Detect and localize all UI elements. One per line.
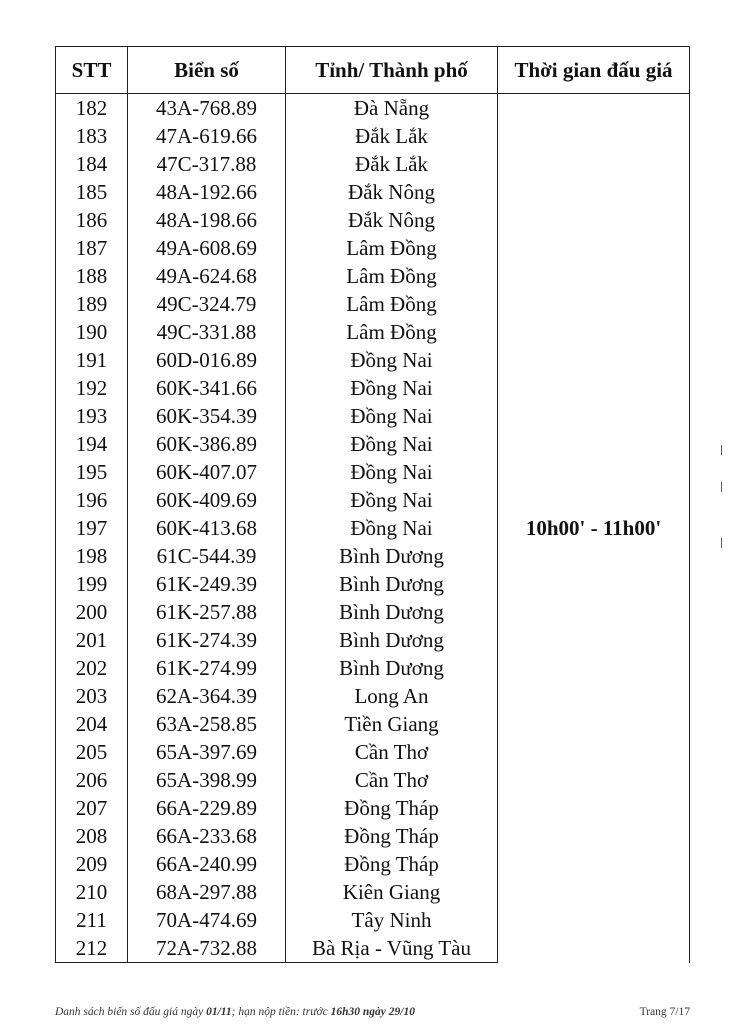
row-plate: 62A-364.39 [128,682,286,710]
row-stt: 199 [56,570,128,598]
page-footer [55,1006,690,1018]
row-stt: 194 [56,430,128,458]
header-stt: STT [56,47,128,94]
row-province: Đồng Nai [286,374,498,402]
footer-note-middle: ; hạn nộp tiền: trước [231,1006,331,1018]
row-province: Lâm Đồng [286,318,498,346]
row-stt: 211 [56,906,128,934]
row-plate: 63A-258.85 [128,710,286,738]
row-stt: 204 [56,710,128,738]
row-plate: 49C-331.88 [128,318,286,346]
footer-deadline: 16h30 ngày 29/10 [330,1006,415,1018]
row-province: Đà Nẵng [286,94,498,123]
row-stt: 188 [56,262,128,290]
row-plate: 48A-192.66 [128,178,286,206]
table-row [56,94,690,123]
row-province: Tây Ninh [286,906,498,934]
row-plate: 47C-317.88 [128,150,286,178]
row-province: Đắk Nông [286,206,498,234]
row-province: Đồng Nai [286,430,498,458]
row-plate: 60K-407.07 [128,458,286,486]
row-province: Long An [286,682,498,710]
row-plate: 47A-619.66 [128,122,286,150]
row-stt: 200 [56,598,128,626]
row-plate: 49C-324.79 [128,290,286,318]
row-province: Tiền Giang [286,710,498,738]
header-plate: Biển số [128,47,286,94]
row-stt: 208 [56,822,128,850]
row-stt: 189 [56,290,128,318]
row-province: Kiên Giang [286,878,498,906]
row-plate: 72A-732.88 [128,934,286,963]
row-province: Đồng Tháp [286,822,498,850]
row-plate: 60K-386.89 [128,430,286,458]
row-stt: 193 [56,402,128,430]
row-plate: 65A-397.69 [128,738,286,766]
row-plate: 65A-398.99 [128,766,286,794]
table-header-row [56,47,690,94]
row-province: Đắk Lắk [286,122,498,150]
row-province: Lâm Đồng [286,234,498,262]
row-plate: 61K-274.39 [128,626,286,654]
row-province: Cần Thơ [286,766,498,794]
row-stt: 190 [56,318,128,346]
row-province: Bình Dương [286,542,498,570]
row-stt: 192 [56,374,128,402]
row-province: Bình Dương [286,598,498,626]
row-stt: 187 [56,234,128,262]
row-province: Đồng Tháp [286,850,498,878]
row-province: Đồng Nai [286,346,498,374]
scan-mark [721,538,726,548]
table-body [56,94,690,963]
scan-mark [721,445,726,455]
row-stt: 203 [56,682,128,710]
row-plate: 49A-624.68 [128,262,286,290]
row-province: Đồng Tháp [286,794,498,822]
row-province: Đồng Nai [286,486,498,514]
auction-time-slot: 10h00' - 11h00' [498,94,690,963]
row-stt: 197 [56,514,128,542]
row-stt: 195 [56,458,128,486]
row-plate: 70A-474.69 [128,906,286,934]
row-stt: 206 [56,766,128,794]
row-stt: 205 [56,738,128,766]
row-plate: 60K-354.39 [128,402,286,430]
row-province: Đồng Nai [286,458,498,486]
row-province: Đồng Nai [286,402,498,430]
row-plate: 60D-016.89 [128,346,286,374]
row-province: Bà Rịa - Vũng Tàu [286,934,498,963]
page-number: Trang 7/17 [639,1006,690,1018]
row-stt: 210 [56,878,128,906]
row-stt: 182 [56,94,128,123]
row-stt: 183 [56,122,128,150]
row-plate: 66A-229.89 [128,794,286,822]
row-stt: 201 [56,626,128,654]
row-stt: 209 [56,850,128,878]
footer-note-prefix: Danh sách biển số đấu giá ngày [55,1006,207,1018]
row-stt: 196 [56,486,128,514]
row-stt: 185 [56,178,128,206]
row-province: Cần Thơ [286,738,498,766]
row-plate: 66A-233.68 [128,822,286,850]
row-stt: 212 [56,934,128,963]
row-province: Đồng Nai [286,514,498,542]
row-stt: 198 [56,542,128,570]
header-province: Tỉnh/ Thành phố [286,47,498,94]
row-stt: 186 [56,206,128,234]
row-province: Đắk Lắk [286,150,498,178]
row-plate: 61K-257.88 [128,598,286,626]
row-stt: 191 [56,346,128,374]
row-province: Đắk Nông [286,178,498,206]
row-province: Bình Dương [286,570,498,598]
row-plate: 49A-608.69 [128,234,286,262]
row-province: Bình Dương [286,626,498,654]
row-plate: 60K-341.66 [128,374,286,402]
row-stt: 202 [56,654,128,682]
row-plate: 43A-768.89 [128,94,286,123]
row-plate: 66A-240.99 [128,850,286,878]
row-plate: 68A-297.88 [128,878,286,906]
row-plate: 48A-198.66 [128,206,286,234]
row-plate: 61K-274.99 [128,654,286,682]
row-plate: 60K-409.69 [128,486,286,514]
row-stt: 184 [56,150,128,178]
row-stt: 207 [56,794,128,822]
footer-auction-date: 01/11 [206,1006,232,1018]
row-province: Bình Dương [286,654,498,682]
scan-mark [721,482,726,492]
row-plate: 61K-249.39 [128,570,286,598]
row-province: Lâm Đồng [286,262,498,290]
row-plate: 61C-544.39 [128,542,286,570]
footer-note [55,1006,415,1018]
row-province: Lâm Đồng [286,290,498,318]
header-time: Thời gian đấu giá [498,47,690,94]
row-plate: 60K-413.68 [128,514,286,542]
auction-table [55,46,690,963]
